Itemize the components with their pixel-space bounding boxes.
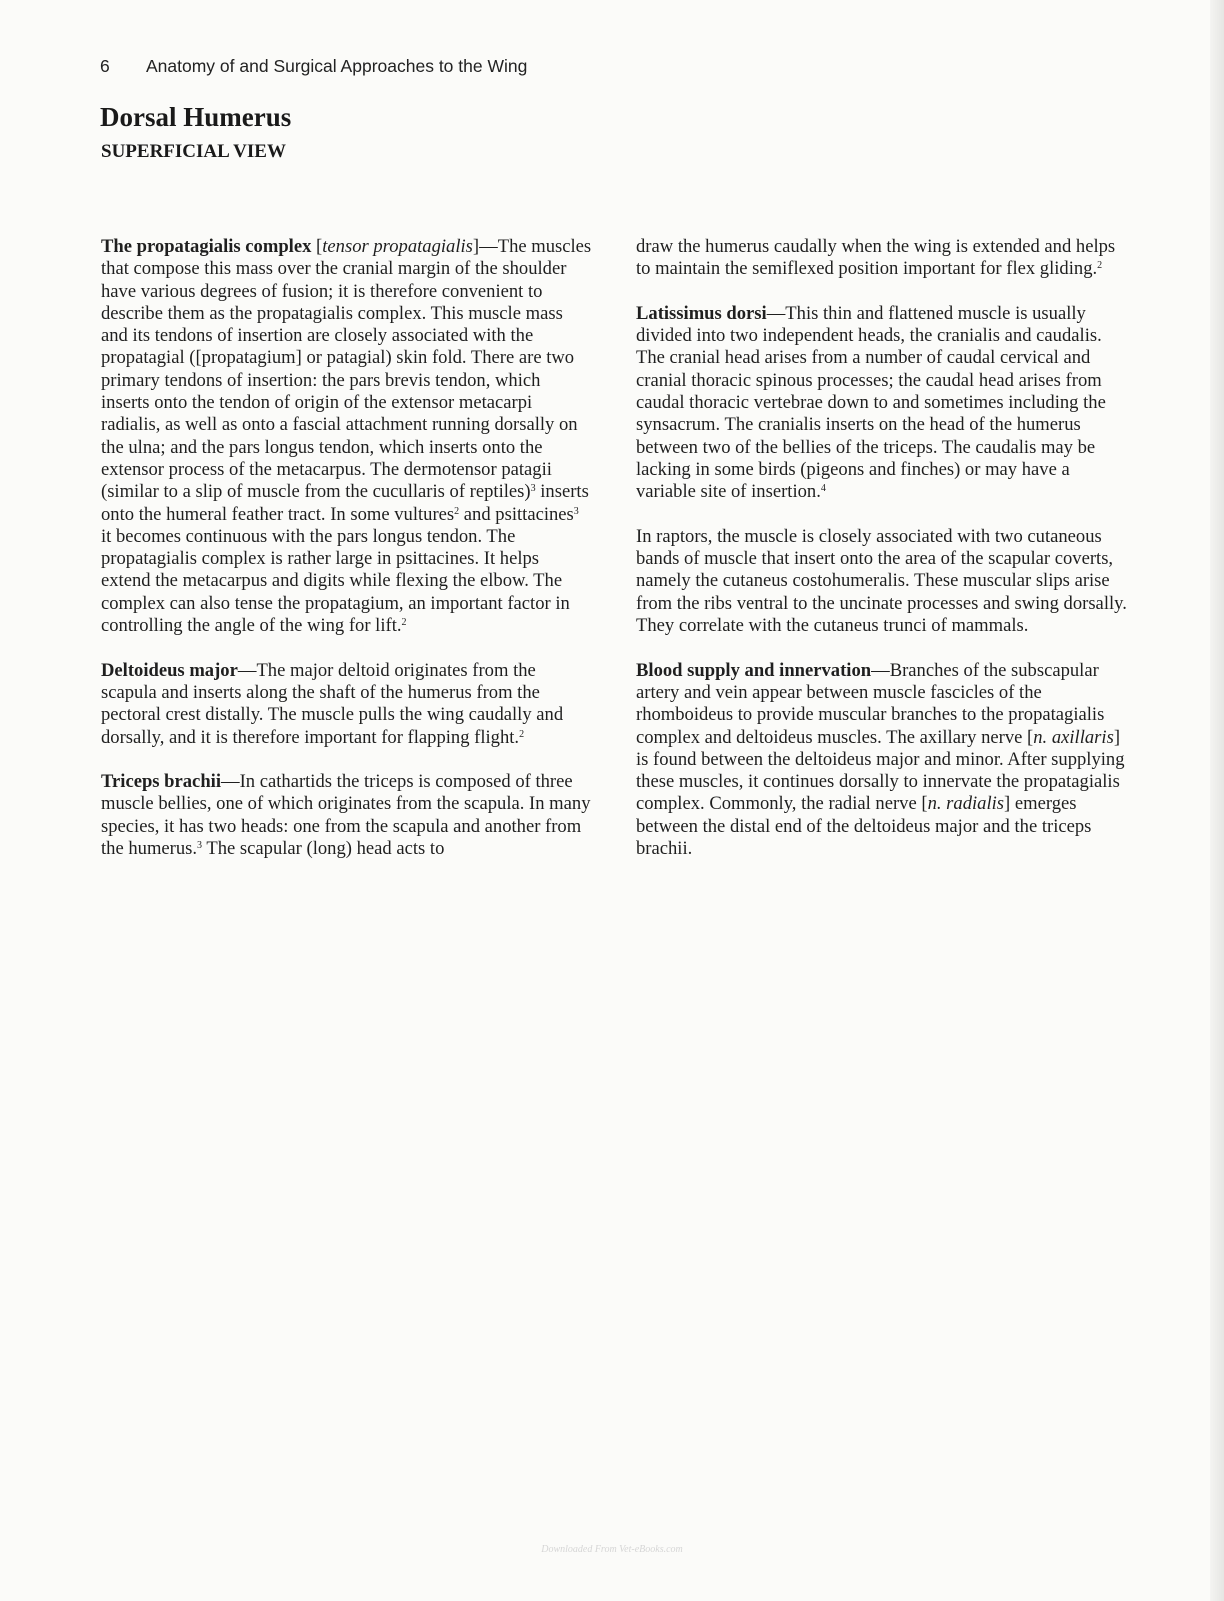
reference-superscript: 2 bbox=[401, 617, 407, 629]
paragraph-text: —Branches of the subscapular artery and vein appear between muscle fascicles of the rhomboideus to provide muscular branches to the propatagialis complex and deltoideus muscles. The axillary nerve [ bbox=[636, 659, 1105, 748]
bracket-open: [ bbox=[311, 236, 323, 257]
term-latissimus-dorsi: Latissimus dorsi bbox=[636, 302, 767, 324]
left-column bbox=[101, 236, 593, 883]
page-number: 6 bbox=[100, 56, 110, 76]
paragraph-blood-supply bbox=[636, 660, 1128, 861]
paragraph-text: draw the humerus caudally when the wing is extended and helps to maintain the semiflexed position important for flex gliding. bbox=[636, 236, 1116, 280]
paragraph-triceps-continued bbox=[636, 236, 1128, 281]
page-edge-shadow bbox=[1210, 0, 1224, 1601]
term-deltoideus-major: Deltoideus major bbox=[101, 659, 238, 681]
term-triceps-brachii: Triceps brachii bbox=[101, 771, 221, 793]
paragraph-text: —This thin and flattened muscle is usually divided into two independent heads, the cranialis and caudalis. The cranial head arises from a number of caudal cervical and cranial thoracic spinous processes; the caudal head arises from caudal thoracic vertebrae down to and sometimes including the synsacrum. The cranialis inserts on the head of the humerus between two of the bellies of the triceps. The caudalis may be lacking in some birds (pigeons and finches) or may have a variable site of insertion. bbox=[636, 302, 1106, 503]
paragraph-text: The scapular (long) head acts to bbox=[202, 838, 445, 860]
paragraph-text: ] is found between the deltoideus major and minor. After supplying these muscles, it continues dorsally to innervate the propatagialis complex. Commonly, the radial nerve [ bbox=[636, 726, 1125, 815]
section-title: Dorsal Humerus bbox=[100, 102, 292, 132]
term-blood-supply-innervation: Blood supply and innervation bbox=[636, 659, 872, 681]
paragraph-text: and psittacines bbox=[459, 503, 574, 525]
paragraph-text: In raptors, the muscle is closely associated with two cutaneous bands of muscle that insert onto the area of the scapular coverts, namely the cutaneus costohumeralis. These muscular slips arise from the ribs ventral to the uncinate processes and swing dorsally. They correlate with the cutaneus trunci of mammals. bbox=[636, 525, 1127, 637]
paragraph-text: —The major deltoid originates from the scapula and inserts along the shaft of the humerus from the pectoral crest distally. The muscle pulls the wing caudally and dorsally, and it is therefore important for flapping flight. bbox=[101, 659, 564, 748]
paragraph-text: ]—The muscles that compose this mass over the cranial margin of the shoulder have various degrees of fusion; it is therefore convenient to describe them as the propatagialis complex. This muscle mass and its tendons of insertion are closely associated with the propatagial ([propatagium] or patagial) skin fold. There are two primary tendons of insertion: the pars brevis tendon, which inserts onto the tendon of origin of the extensor metacarpi radialis, as well as onto a fascial attachment running dorsally on the ulna; and the pars longus tendon, which inserts onto the extensor process of the metacarpus. The dermotensor patagii (similar to a slip of muscle from the cucullaris of reptiles) bbox=[101, 236, 592, 503]
paragraph-text: it becomes continuous with the pars longus tendon. The propatagialis complex is rather large in psittacines. It helps extend the metacarpus and digits while flexing the elbow. The complex can also tense the propatagium, an important factor in controlling the angle of the wing for lift. bbox=[101, 525, 570, 637]
paragraph-text: inserts onto the humeral feather tract. In some vultures bbox=[101, 481, 589, 525]
paragraph-text: —In cathartids the triceps is composed of three muscle bellies, one of which originates from the scapula. In many species, it has two heads: one from the scapula and another from the humerus. bbox=[101, 771, 591, 860]
latin-n-radialis: n. radialis bbox=[927, 793, 1005, 815]
reference-superscript: 3 bbox=[530, 483, 536, 495]
reference-superscript: 3 bbox=[573, 505, 579, 517]
running-title: Anatomy of and Surgical Approaches to the Wing bbox=[146, 56, 528, 76]
right-column bbox=[636, 236, 1128, 883]
reference-superscript: 3 bbox=[197, 840, 203, 852]
latin-n-axillaris: n. axillaris bbox=[1033, 726, 1114, 748]
paragraph-raptors bbox=[636, 526, 1128, 637]
reference-superscript: 2 bbox=[1097, 260, 1103, 272]
paragraph-propatagialis bbox=[101, 236, 593, 637]
footer-watermark: Downloaded From Vet-eBooks.com bbox=[541, 1544, 683, 1555]
reference-superscript: 4 bbox=[820, 483, 826, 495]
paragraph-deltoideus-major bbox=[101, 660, 593, 749]
paragraph-latissimus-dorsi bbox=[636, 303, 1128, 504]
running-head bbox=[100, 56, 527, 77]
reference-superscript: 2 bbox=[519, 728, 525, 740]
reference-superscript: 2 bbox=[454, 505, 460, 517]
paragraph-text: ] emerges between the distal end of the deltoideus major and the triceps brachii. bbox=[636, 793, 1092, 860]
term-propatagialis-complex: The propatagialis complex bbox=[101, 236, 312, 257]
section-subtitle: SUPERFICIAL VIEW bbox=[101, 141, 286, 162]
paragraph-triceps-brachii bbox=[101, 771, 593, 860]
latin-tensor-propatagialis: tensor propatagialis bbox=[322, 236, 473, 257]
